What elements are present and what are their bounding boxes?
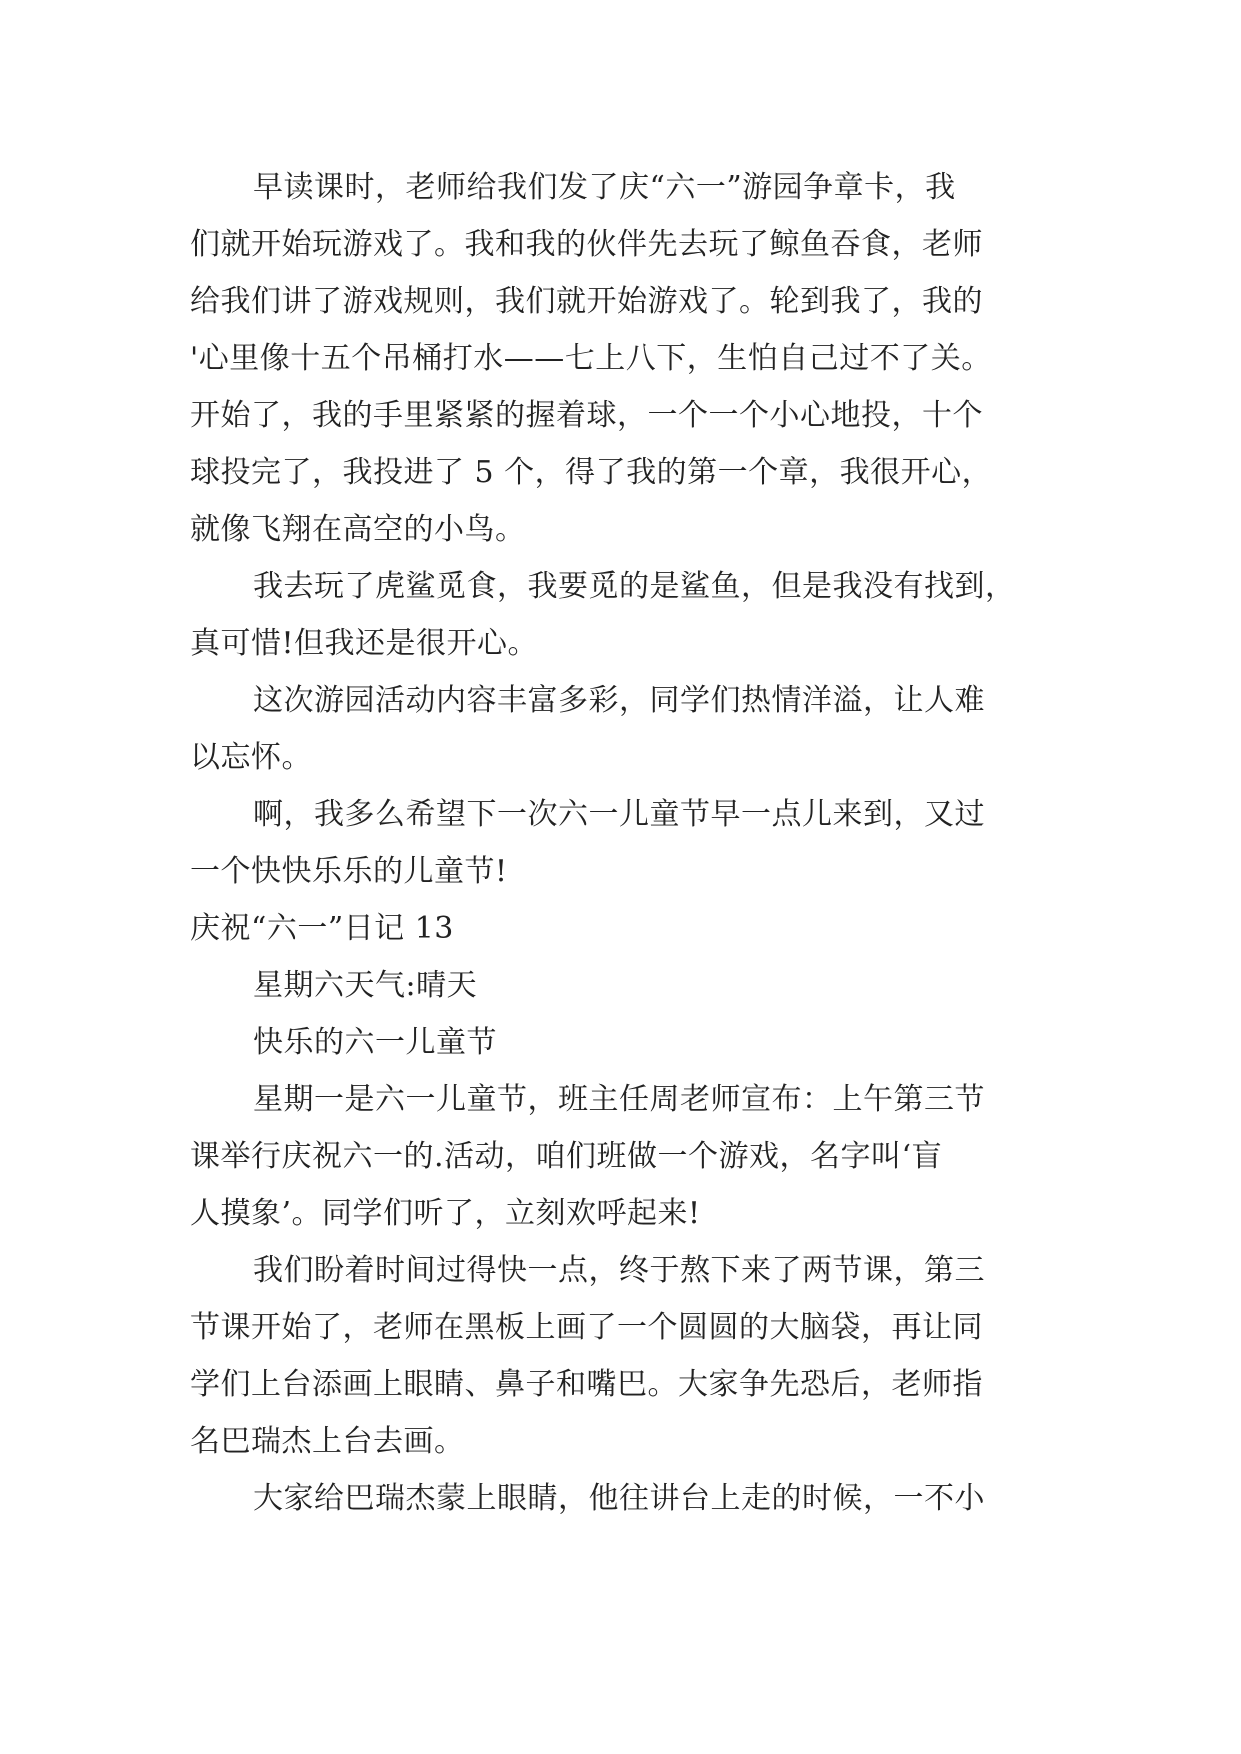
- paragraph-line: 以忘怀。: [190, 740, 312, 775]
- paragraph-line: 啊，我多么希望下一次六一儿童节早一点儿来到，又过: [253, 797, 985, 832]
- paragraph-line: 一个快快乐乐的儿童节!: [190, 854, 508, 889]
- paragraph-line: 开始了，我的手里紧紧的握着球，一个一个小心地投，十个: [190, 398, 983, 433]
- paragraph-line: 名巴瑞杰上台去画。: [190, 1424, 465, 1459]
- paragraph-line: 这次游园活动内容丰富多彩，同学们热情洋溢，让人难: [253, 683, 985, 718]
- paragraph-line: 我去玩了虎鲨觅食，我要觅的是鲨鱼，但是我没有找到，: [253, 569, 1016, 604]
- section-title: 庆祝“六一”日记 13: [190, 911, 454, 946]
- paragraph-line: 大家给巴瑞杰蒙上眼睛，他往讲台上走的时候，一不小: [253, 1481, 985, 1516]
- date-weather-line: 星期六天气:晴天: [253, 968, 478, 1003]
- paragraph-line: 人摸象’。同学们听了，立刻欢呼起来!: [190, 1196, 701, 1231]
- paragraph-line: 就像飞翔在高空的小鸟。: [190, 512, 526, 547]
- paragraph-line: 们就开始玩游戏了。我和我的伙伴先去玩了鲸鱼吞食，老师: [190, 227, 983, 262]
- paragraph-line: 星期一是六一儿童节，班主任周老师宣布：上午第三节: [253, 1082, 985, 1117]
- paragraph-line: 球投完了，我投进了 5 个，得了我的第一个章，我很开心，: [190, 455, 993, 490]
- diary-title: 快乐的六一儿童节: [253, 1025, 497, 1060]
- paragraph-line: 给我们讲了游戏规则，我们就开始游戏了。轮到我了，我的: [190, 284, 983, 319]
- paragraph-line: 真可惜!但我还是很开心。: [190, 626, 539, 661]
- paragraph-line: 学们上台添画上眼睛、鼻子和嘴巴。大家争先恐后，老师指: [190, 1367, 983, 1402]
- paragraph-line: 我们盼着时间过得快一点，终于熬下来了两节课，第三: [253, 1253, 985, 1288]
- paragraph-line: '心里像十五个吊桶打水——七上八下，生怕自己过不了关。: [190, 341, 992, 376]
- paragraph-line: 课举行庆祝六一的.活动，咱们班做一个游戏，名字叫‘盲: [190, 1139, 943, 1174]
- paragraph-line: 早读课时，老师给我们发了庆“六一”游园争章卡，我: [253, 170, 956, 205]
- paragraph-line: 节课开始了，老师在黑板上画了一个圆圆的大脑袋，再让同: [190, 1310, 983, 1345]
